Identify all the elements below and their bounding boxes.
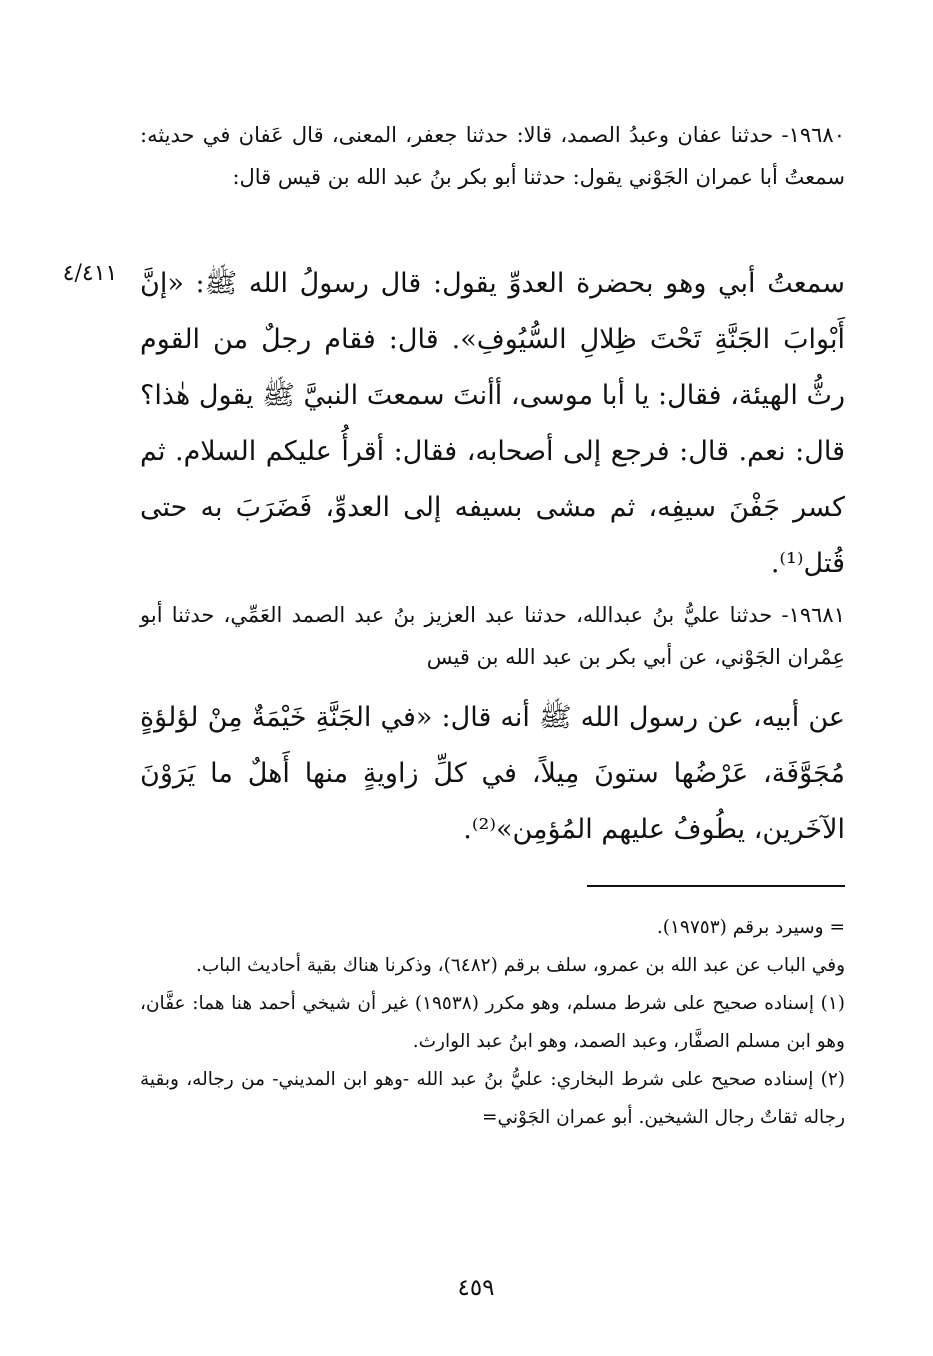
hadith-19681-text: [140, 690, 845, 858]
page-number: ٤٥٩: [457, 1275, 495, 1301]
margin-reference: ٤/٤١١: [62, 261, 118, 286]
hadith-19680-isnad: [140, 114, 845, 198]
hadith-19680-isnad-text: ١٩٦٨٠- حدثنا عفان وعبدُ الصمد، قالا: حدثنا جعفر، المعنى، قال عَفان في حديثه: سمعتُ أبا عمران الجَوْني يقول: حدثنا أبو بكر بنُ عبد الله بن قيس قال:: [140, 123, 845, 189]
hadith-19681-isnad-text: ١٩٦٨١- حدثنا عليُّ بنُ عبدالله، حدثنا عبد العزيز بنُ عبد الصمد العَمِّي، حدثنا أبو عِمْران الجَوْني، عن أبي بكر بن عبد الله بن قيس: [140, 603, 845, 669]
footnote-separator: [587, 885, 845, 887]
hadith-19681-matn: عن أبيه، عن رسول الله ﷺ أنه قال: «في الجَنَّةِ خَيْمَةٌ مِنْ لؤلؤةٍ مُجَوَّفَة، عَرْضُها ستونَ مِيلاً، في كلِّ زاويةٍ منها أَهلٌ ما يَرَوْنَ الآخَرين، يطُوفُ عليهم المُؤمِن»⁽²⁾.: [140, 702, 845, 845]
footnote-1: (١) إسناده صحيح على شرط مسلم، وهو مكرر (١٩٥٣٨) غير أن شيخي أحمد هنا هما: عفَّان، وهو ابن مسلم الصفَّار، وعبد الصمد، وهو ابنُ عبد الوارث.: [140, 993, 845, 1052]
hadith-19680-text: [140, 256, 845, 592]
hadith-19680-matn: سمعتُ أبي وهو بحضرة العدوِّ يقول: قال رسولُ الله ﷺ: «إنَّ أَبْوابَ الجَنَّةِ تَحْتَ ظِلالِ السُّيُوفِ». قال: فقام رجلٌ من القوم رثُّ الهيئة، فقال: يا أبا موسى، أأنتَ سمعتَ النبيَّ ﷺ يقول هٰذا؟ قال: نعم. قال: فرجع إلى أصحابه، فقال: أقرأُ عليكم السلام. ثم كسر جَفْنَ سيفِه، ثم مشى بسيفه إلى العدوِّ، فَضَرَبَ به حتى قُتل⁽¹⁾.: [140, 268, 845, 579]
footnote-2: (٢) إسناده صحيح على شرط البخاري: عليُّ بنُ عبد الله -وهو ابن المديني- من رجاله، وبقية رجاله ثقاتٌ رجال الشيخين. أبو عمران الجَوْني=: [140, 1069, 845, 1128]
hadith-19681-isnad: [140, 594, 845, 678]
footnote-continuation-1: = وسيرد برقم (١٩٧٥٣).: [656, 917, 845, 938]
footnote-continuation-2: وفي الباب عن عبد الله بن عمرو، سلف برقم (٦٤٨٢)، وذكرنا هناك بقية أحاديث الباب.: [196, 955, 845, 976]
footnotes: [140, 909, 845, 1137]
